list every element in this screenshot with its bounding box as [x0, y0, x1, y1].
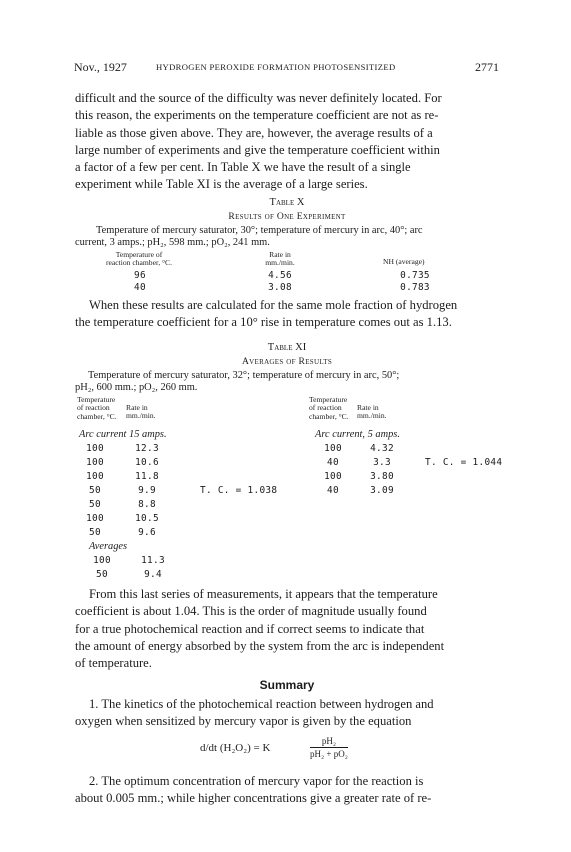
table-xi-caption: Table XI — [267, 342, 307, 353]
table-cell: 40 — [134, 282, 146, 293]
table-xi-right-tc: T. C. = 1.044 — [425, 457, 503, 468]
table-xi-left-tc: T. C. = 1.038 — [200, 485, 278, 496]
table-cell: 50 — [89, 499, 101, 510]
table-xi-left-header-temp — [77, 396, 117, 421]
header-line: Temperature of — [115, 250, 163, 259]
text-line: the temperature coefficient for a 10° rise in temperature comes out as 1.13. — [75, 315, 452, 330]
table-x-header-rate — [250, 251, 310, 268]
header-title: HYDROGEN PEROXIDE FORMATION PHOTOSENSITIZED — [156, 62, 396, 72]
equation-fraction — [310, 736, 348, 759]
summary-item-1 — [75, 696, 499, 731]
text-line: difficult and the source of the difficulty was never definitely located. For — [75, 91, 442, 105]
table-cell: 100 — [324, 471, 342, 482]
table-cell: 4.56 — [268, 270, 292, 281]
text-line: oxygen when sensitized by mercury vapor is given by the equation — [75, 714, 412, 729]
equation-numerator: pH₂ — [310, 736, 348, 748]
header-line: Rate in — [357, 403, 379, 412]
table-cell: 10.5 — [135, 513, 159, 524]
header-line: Temperature — [77, 395, 116, 404]
table-cell: 3.08 — [268, 282, 292, 293]
table-xi-note-line: Temperature of mercury saturator, 32°; temperature of mercury in arc, 50°; — [88, 370, 400, 381]
summary-heading: Summary — [259, 678, 315, 692]
table-cell: 9.4 — [144, 569, 162, 580]
table-cell: 4.32 — [370, 443, 394, 454]
text-line: the amount of energy absorbed by the system from the arc is independent — [75, 638, 445, 653]
equation-lhs: d/dt (H₂O₂) = K — [200, 742, 271, 754]
table-cell: 11.8 — [135, 471, 159, 482]
table-cell: 0.783 — [400, 282, 430, 293]
table-xi-subtitle: Averages of Results — [241, 356, 333, 367]
table-cell: 100 — [86, 471, 104, 482]
table-cell: 100 — [86, 513, 104, 524]
text-line: 1. The kinetics of the photochemical reaction between hydrogen and — [89, 697, 434, 711]
table-cell: 8.8 — [138, 499, 156, 510]
table-cell: 50 — [89, 485, 101, 496]
text-line: liable as those given above. They are, however, the average results of a — [75, 125, 433, 140]
table-x-header-nh: NH (average) — [383, 257, 425, 266]
equation-denominator: pH₂ + pO₂ — [310, 749, 348, 759]
table-cell: 96 — [134, 270, 146, 281]
table-xi-note-line: pH₂, 600 mm.; pO₂, 260 mm. — [75, 382, 198, 393]
table-cell: 3.09 — [370, 485, 394, 496]
text-line: about 0.005 mm.; while higher concentrations give a greater rate of re- — [75, 791, 432, 806]
header-line: of reaction — [77, 403, 110, 413]
table-cell: 100 — [93, 555, 111, 566]
table-cell: 50 — [96, 569, 108, 580]
text-line: experiment while Table XI is the average of a large series. — [75, 177, 368, 192]
table-x-note-line: Temperature of mercury saturator, 30°; temperature of mercury in arc, 40°; arc — [96, 225, 423, 236]
table-x-note-line: current, 3 amps.; pH₂, 598 mm.; pO₂, 241 mm. — [75, 237, 270, 248]
header-line: Rate in — [269, 250, 291, 259]
table-x-caption: Table X — [269, 197, 305, 208]
table-xi-right-header-temp — [309, 396, 349, 421]
table-x-header-temp — [88, 251, 190, 268]
header-line: mm./min. — [357, 411, 387, 421]
table-xi-left-header-rate — [126, 404, 156, 421]
table-cell: 3.80 — [370, 471, 394, 482]
conclusion-paragraph — [75, 586, 499, 672]
header-line: mm./min. — [126, 411, 156, 421]
header-line: Temperature — [309, 395, 348, 404]
table-cell: 9.6 — [138, 527, 156, 538]
header-line: Rate in — [126, 403, 148, 412]
table-xi-right-header-rate — [357, 404, 387, 421]
rate-equation — [200, 736, 400, 766]
header-line: reaction chamber, °C. — [106, 258, 172, 268]
intro-paragraph — [75, 90, 499, 194]
table-x-subtitle: Results of One Experiment — [228, 211, 346, 222]
table-cell: 10.6 — [135, 457, 159, 468]
table-cell: 3.3 — [373, 457, 391, 468]
page-number: 2771 — [475, 60, 499, 74]
table-cell: 11.3 — [141, 555, 165, 566]
running-header — [74, 60, 499, 76]
table-xi-right-group-label: Arc current, 5 amps. — [315, 429, 400, 440]
table-cell: 100 — [86, 443, 104, 454]
header-date: Nov., 1927 — [74, 60, 127, 74]
middle-paragraph — [75, 297, 499, 332]
text-line: When these results are calculated for the same mole fraction of hydrogen — [89, 298, 458, 312]
text-line: of temperature. — [75, 656, 152, 671]
header-line: of reaction — [309, 403, 342, 413]
table-cell: 100 — [86, 457, 104, 468]
table-cell: 40 — [327, 457, 339, 468]
text-line: this reason, the experiments on the temperature coefficient are not as re- — [75, 108, 439, 123]
table-xi-left-group-label: Arc current 15 amps. — [79, 429, 167, 440]
table-cell: 50 — [89, 527, 101, 538]
text-line: large number of experiments and give the temperature coefficient within — [75, 142, 440, 157]
table-cell: 100 — [324, 443, 342, 454]
table-xi-averages-label: Averages — [89, 541, 128, 552]
header-line: mm./min. — [265, 258, 295, 268]
table-cell: 0.735 — [400, 270, 430, 281]
text-line: 2. The optimum concentration of mercury vapor for the reaction is — [89, 774, 424, 788]
text-line: coefficient is about 1.04. This is the order of magnitude usually found — [75, 604, 427, 619]
table-cell: 9.9 — [138, 485, 156, 496]
table-cell: 12.3 — [135, 443, 159, 454]
text-line: a factor of a few per cent. In Table X we have the result of a single — [75, 160, 411, 175]
text-line: From this last series of measurements, it appears that the temperature — [89, 587, 438, 601]
header-line: chamber, °C. — [77, 411, 117, 421]
summary-item-2 — [75, 773, 499, 808]
header-line: chamber, °C. — [309, 411, 349, 421]
table-cell: 40 — [327, 485, 339, 496]
text-line: for a true photochemical reaction and if correct seems to indicate that — [75, 621, 425, 636]
